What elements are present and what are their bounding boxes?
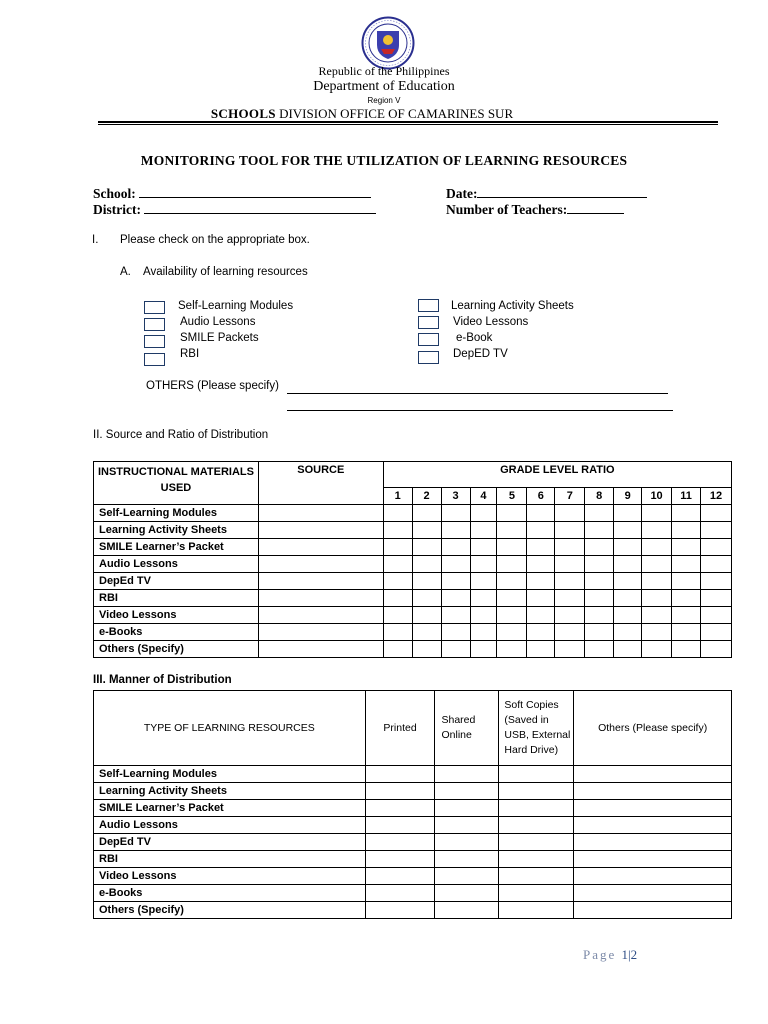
grade-ratio-cell[interactable] <box>497 556 527 573</box>
grade-ratio-cell[interactable] <box>555 624 585 641</box>
table-row <box>94 851 732 868</box>
grade-ratio-cell[interactable] <box>642 590 672 607</box>
date-input-line[interactable] <box>477 185 647 198</box>
distribution-cell[interactable] <box>574 817 732 834</box>
grade-ratio-cell[interactable] <box>585 573 614 590</box>
grade-header: 9 <box>614 487 642 504</box>
row-label: SMILE Learner’s Packet <box>94 539 259 556</box>
distribution-cell[interactable] <box>365 817 435 834</box>
grade-ratio-cell[interactable] <box>614 624 642 641</box>
source-cell[interactable] <box>258 607 383 624</box>
grade-ratio-cell[interactable] <box>441 522 470 539</box>
header-rule <box>98 121 718 123</box>
grade-ratio-cell[interactable] <box>700 607 731 624</box>
grade-ratio-cell[interactable] <box>585 590 614 607</box>
distribution-cell[interactable] <box>574 885 732 902</box>
checkbox-audio-lessons[interactable] <box>144 318 165 331</box>
grade-ratio-cell[interactable] <box>672 539 701 556</box>
grade-ratio-cell[interactable] <box>672 556 701 573</box>
distribution-cell[interactable] <box>574 902 732 919</box>
grade-ratio-cell[interactable] <box>470 522 497 539</box>
grade-ratio-cell[interactable] <box>555 573 585 590</box>
grade-ratio-cell[interactable] <box>642 624 672 641</box>
grade-ratio-cell[interactable] <box>672 590 701 607</box>
date-field <box>446 185 647 202</box>
grade-ratio-cell[interactable] <box>412 539 441 556</box>
source-cell[interactable] <box>258 590 383 607</box>
grade-ratio-cell[interactable] <box>470 624 497 641</box>
distribution-cell[interactable] <box>574 800 732 817</box>
item-deped-tv: DepED TV <box>453 348 508 360</box>
grade-ratio-cell[interactable] <box>412 573 441 590</box>
grade-ratio-cell[interactable] <box>383 556 412 573</box>
grade-ratio-cell[interactable] <box>412 590 441 607</box>
distribution-cell[interactable] <box>435 885 499 902</box>
grade-ratio-cell[interactable] <box>527 539 555 556</box>
item-rbi: RBI <box>180 348 200 360</box>
distribution-cell[interactable] <box>574 851 732 868</box>
grade-ratio-cell[interactable] <box>412 556 441 573</box>
row-label: DepEd TV <box>94 573 259 590</box>
section1-number: I. <box>92 234 99 246</box>
grade-ratio-cell[interactable] <box>614 573 642 590</box>
grade-ratio-cell[interactable] <box>441 624 470 641</box>
grade-header: 3 <box>441 487 470 504</box>
grade-ratio-cell[interactable] <box>614 539 642 556</box>
table-row <box>94 624 732 641</box>
grade-ratio-cell[interactable] <box>585 556 614 573</box>
grade-ratio-cell[interactable] <box>441 607 470 624</box>
grade-ratio-cell[interactable] <box>441 573 470 590</box>
row-label: Learning Activity Sheets <box>94 522 259 539</box>
col-soft-copies: Soft Copies (Saved in USB, External Hard Drive) <box>499 691 574 766</box>
grade-ratio-cell[interactable] <box>672 505 701 522</box>
grade-ratio-cell[interactable] <box>470 573 497 590</box>
grade-ratio-cell[interactable] <box>555 556 585 573</box>
grade-ratio-cell[interactable] <box>642 641 672 658</box>
grade-ratio-cell[interactable] <box>470 539 497 556</box>
row-label: DepEd TV <box>94 834 366 851</box>
distribution-cell[interactable] <box>574 783 732 800</box>
grade-ratio-cell[interactable] <box>555 607 585 624</box>
grade-ratio-cell[interactable] <box>642 556 672 573</box>
others-label: OTHERS (Please specify) <box>146 380 279 392</box>
page-number: 1 <box>621 947 629 962</box>
teachers-field <box>446 201 624 218</box>
distribution-cell[interactable] <box>499 902 574 919</box>
grade-ratio-cell[interactable] <box>555 505 585 522</box>
grade-ratio-cell[interactable] <box>497 607 527 624</box>
grade-ratio-cell[interactable] <box>642 573 672 590</box>
table-row <box>94 817 732 834</box>
grade-ratio-cell[interactable] <box>527 624 555 641</box>
source-cell[interactable] <box>258 641 383 658</box>
table-row <box>94 522 732 539</box>
table-row <box>94 556 732 573</box>
grade-ratio-cell[interactable] <box>441 590 470 607</box>
date-label: Date: <box>446 186 478 201</box>
header-department: Department of Education <box>313 79 455 94</box>
distribution-cell[interactable] <box>499 817 574 834</box>
grade-ratio-cell[interactable] <box>555 522 585 539</box>
grade-ratio-cell[interactable] <box>383 539 412 556</box>
distribution-cell[interactable] <box>435 817 499 834</box>
grade-ratio-cell[interactable] <box>555 641 585 658</box>
grade-ratio-cell[interactable] <box>614 505 642 522</box>
grade-header: 6 <box>527 487 555 504</box>
checkbox-learning-activity-sheets[interactable] <box>418 299 439 312</box>
grade-ratio-cell[interactable] <box>412 641 441 658</box>
section1a-number: A. <box>120 266 131 278</box>
source-ratio-table <box>93 461 732 658</box>
grade-ratio-cell[interactable] <box>441 556 470 573</box>
grade-ratio-cell[interactable] <box>700 590 731 607</box>
header-republic: Republic of the Philippines <box>318 64 450 78</box>
district-input-line[interactable] <box>144 201 376 214</box>
item-audio-lessons: Audio Lessons <box>180 316 256 328</box>
grade-ratio-cell[interactable] <box>585 522 614 539</box>
grade-header: 11 <box>672 487 701 504</box>
source-cell[interactable] <box>258 556 383 573</box>
row-label: Audio Lessons <box>94 556 259 573</box>
grade-header: 8 <box>585 487 614 504</box>
distribution-cell[interactable] <box>365 834 435 851</box>
table-row <box>94 783 732 800</box>
header-region: Region V <box>367 96 401 105</box>
distribution-cell[interactable] <box>574 834 732 851</box>
source-cell[interactable] <box>258 539 383 556</box>
distribution-cell[interactable] <box>435 868 499 885</box>
grade-ratio-cell[interactable] <box>614 641 642 658</box>
grade-header: 7 <box>555 487 585 504</box>
item-self-learning-modules: Self-Learning Modules <box>178 300 294 312</box>
grade-ratio-cell[interactable] <box>555 590 585 607</box>
checkbox-video-lessons[interactable] <box>418 316 439 329</box>
table-row <box>94 800 732 817</box>
grade-header: 12 <box>700 487 731 504</box>
distribution-cell[interactable] <box>499 766 574 783</box>
item-e-book: e-Book <box>456 332 493 344</box>
grade-ratio-cell[interactable] <box>441 505 470 522</box>
distribution-cell[interactable] <box>435 800 499 817</box>
grade-ratio-cell[interactable] <box>527 641 555 658</box>
source-cell[interactable] <box>258 624 383 641</box>
grade-ratio-cell[interactable] <box>383 641 412 658</box>
manner-distribution-table <box>93 690 732 919</box>
grade-ratio-cell[interactable] <box>470 590 497 607</box>
page-separator: | <box>628 947 631 962</box>
distribution-cell[interactable] <box>499 868 574 885</box>
row-label: e-Books <box>94 885 366 902</box>
grade-ratio-cell[interactable] <box>383 607 412 624</box>
grade-ratio-cell[interactable] <box>700 505 731 522</box>
grade-ratio-cell[interactable] <box>585 641 614 658</box>
distribution-cell[interactable] <box>365 851 435 868</box>
distribution-cell[interactable] <box>499 783 574 800</box>
grade-ratio-cell[interactable] <box>527 607 555 624</box>
grade-ratio-cell[interactable] <box>585 539 614 556</box>
grade-ratio-cell[interactable] <box>672 607 701 624</box>
checkbox-deped-tv[interactable] <box>418 351 439 364</box>
row-label: RBI <box>94 590 259 607</box>
item-learning-activity-sheets: Learning Activity Sheets <box>451 300 574 312</box>
row-label: RBI <box>94 851 366 868</box>
grade-ratio-cell[interactable] <box>527 522 555 539</box>
grade-ratio-cell[interactable] <box>642 539 672 556</box>
grade-ratio-cell[interactable] <box>497 590 527 607</box>
col-others: Others (Please specify) <box>574 691 732 766</box>
distribution-cell[interactable] <box>435 902 499 919</box>
source-cell[interactable] <box>258 505 383 522</box>
row-label: Others (Specify) <box>94 641 259 658</box>
row-label: e-Books <box>94 624 259 641</box>
row-label: Audio Lessons <box>94 817 366 834</box>
grade-ratio-cell[interactable] <box>614 607 642 624</box>
table-row <box>94 868 732 885</box>
table-row <box>94 607 732 624</box>
grade-ratio-cell[interactable] <box>527 505 555 522</box>
school-input-line[interactable] <box>139 185 371 198</box>
grade-ratio-cell[interactable] <box>672 522 701 539</box>
grade-ratio-cell[interactable] <box>585 624 614 641</box>
row-label: Video Lessons <box>94 868 366 885</box>
grade-ratio-cell[interactable] <box>672 573 701 590</box>
grade-ratio-cell[interactable] <box>412 522 441 539</box>
grade-ratio-cell[interactable] <box>527 573 555 590</box>
section3-heading: III. Manner of Distribution <box>93 674 232 686</box>
distribution-cell[interactable] <box>499 800 574 817</box>
deped-seal <box>361 16 415 70</box>
header-rule-thin <box>98 124 718 125</box>
page-footer <box>583 947 637 963</box>
district-label: District: <box>93 202 141 217</box>
grade-ratio-cell[interactable] <box>614 556 642 573</box>
distribution-cell[interactable] <box>499 885 574 902</box>
grade-ratio-cell[interactable] <box>700 522 731 539</box>
grade-ratio-cell[interactable] <box>412 505 441 522</box>
grade-header: 1 <box>383 487 412 504</box>
grade-ratio-cell[interactable] <box>412 607 441 624</box>
distribution-cell[interactable] <box>574 766 732 783</box>
grade-ratio-cell[interactable] <box>383 505 412 522</box>
distribution-cell[interactable] <box>365 800 435 817</box>
school-label: School: <box>93 186 136 201</box>
distribution-cell[interactable] <box>365 885 435 902</box>
grade-ratio-cell[interactable] <box>527 556 555 573</box>
grade-ratio-cell[interactable] <box>527 590 555 607</box>
division-rest: DIVISION OFFICE OF CAMARINES SUR <box>275 106 514 121</box>
checkbox-rbi[interactable] <box>144 353 165 366</box>
page-label: Page <box>583 947 617 962</box>
district-field <box>93 201 376 218</box>
row-label: Self-Learning Modules <box>94 766 366 783</box>
grade-ratio-cell[interactable] <box>470 641 497 658</box>
distribution-cell[interactable] <box>435 834 499 851</box>
table-row <box>94 573 732 590</box>
col-shared-online: Shared Online <box>435 691 499 766</box>
grade-header: 10 <box>642 487 672 504</box>
grade-ratio-cell[interactable] <box>497 522 527 539</box>
grade-header: 2 <box>412 487 441 504</box>
item-smile-packets: SMILE Packets <box>180 332 259 344</box>
distribution-cell[interactable] <box>435 783 499 800</box>
grade-ratio-cell[interactable] <box>585 607 614 624</box>
grade-ratio-cell[interactable] <box>497 624 527 641</box>
page-total: 2 <box>630 947 638 962</box>
distribution-cell[interactable] <box>435 766 499 783</box>
others-input-line-2[interactable] <box>287 410 673 411</box>
source-cell[interactable] <box>258 573 383 590</box>
grade-ratio-cell[interactable] <box>672 624 701 641</box>
grade-ratio-cell[interactable] <box>700 624 731 641</box>
header-division <box>0 106 724 122</box>
others-input-line-1[interactable] <box>287 393 668 394</box>
col-instructional-materials: INSTRUCTIONAL MATERIALS USED <box>94 462 259 505</box>
row-label: Learning Activity Sheets <box>94 783 366 800</box>
grade-ratio-cell[interactable] <box>497 573 527 590</box>
grade-ratio-cell[interactable] <box>383 573 412 590</box>
checkbox-smile-packets[interactable] <box>144 335 165 348</box>
row-label: Video Lessons <box>94 607 259 624</box>
section1-heading: Please check on the appropriate box. <box>120 234 310 246</box>
grade-ratio-cell[interactable] <box>672 641 701 658</box>
grade-ratio-cell[interactable] <box>497 539 527 556</box>
distribution-cell[interactable] <box>365 868 435 885</box>
grade-ratio-cell[interactable] <box>555 539 585 556</box>
table-row <box>94 505 732 522</box>
grade-ratio-cell[interactable] <box>412 624 441 641</box>
grade-ratio-cell[interactable] <box>497 505 527 522</box>
grade-ratio-cell[interactable] <box>470 505 497 522</box>
grade-ratio-cell[interactable] <box>383 590 412 607</box>
col-grade-level-ratio: GRADE LEVEL RATIO <box>383 462 731 488</box>
grade-ratio-cell[interactable] <box>642 505 672 522</box>
col-type-of-learning-resources: TYPE OF LEARNING RESOURCES <box>94 691 366 766</box>
document-title: MONITORING TOOL FOR THE UTILIZATION OF LEARNING RESOURCES <box>140 153 628 168</box>
item-video-lessons: Video Lessons <box>453 316 529 328</box>
table-row <box>94 539 732 556</box>
grade-ratio-cell[interactable] <box>700 556 731 573</box>
teachers-label: Number of Teachers: <box>446 202 568 217</box>
distribution-cell[interactable] <box>499 851 574 868</box>
checkbox-self-learning-modules[interactable] <box>144 301 165 314</box>
section1a-heading: Availability of learning resources <box>143 266 308 278</box>
grade-ratio-cell[interactable] <box>497 641 527 658</box>
division-bold: SCHOOLS <box>210 106 276 121</box>
source-cell[interactable] <box>258 522 383 539</box>
grade-ratio-cell[interactable] <box>383 522 412 539</box>
grade-ratio-cell[interactable] <box>614 590 642 607</box>
col-source: SOURCE <box>258 462 383 505</box>
grade-ratio-cell[interactable] <box>441 641 470 658</box>
grade-ratio-cell[interactable] <box>614 522 642 539</box>
table-row <box>94 902 732 919</box>
row-label: Others (Specify) <box>94 902 366 919</box>
row-label: Self-Learning Modules <box>94 505 259 522</box>
distribution-cell[interactable] <box>574 868 732 885</box>
grade-ratio-cell[interactable] <box>642 522 672 539</box>
table-row <box>94 641 732 658</box>
table-row <box>94 590 732 607</box>
table-row <box>94 885 732 902</box>
distribution-cell[interactable] <box>499 834 574 851</box>
distribution-cell[interactable] <box>365 783 435 800</box>
grade-ratio-cell[interactable] <box>642 607 672 624</box>
section2-heading: II. Source and Ratio of Distribution <box>93 429 269 441</box>
grade-header: 4 <box>470 487 497 504</box>
row-label: SMILE Learner’s Packet <box>94 800 366 817</box>
grade-ratio-cell[interactable] <box>470 556 497 573</box>
col-printed: Printed <box>365 691 435 766</box>
grade-ratio-cell[interactable] <box>585 505 614 522</box>
grade-ratio-cell[interactable] <box>441 539 470 556</box>
distribution-cell[interactable] <box>435 851 499 868</box>
school-field <box>93 185 371 202</box>
grade-ratio-cell[interactable] <box>700 539 731 556</box>
grade-ratio-cell[interactable] <box>700 641 731 658</box>
grade-ratio-cell[interactable] <box>700 573 731 590</box>
distribution-cell[interactable] <box>365 766 435 783</box>
teachers-input-line[interactable] <box>567 201 624 214</box>
checkbox-e-book[interactable] <box>418 333 439 346</box>
grade-header: 5 <box>497 487 527 504</box>
distribution-cell[interactable] <box>365 902 435 919</box>
grade-ratio-cell[interactable] <box>470 607 497 624</box>
table-row <box>94 766 732 783</box>
table-row <box>94 834 732 851</box>
grade-ratio-cell[interactable] <box>383 624 412 641</box>
